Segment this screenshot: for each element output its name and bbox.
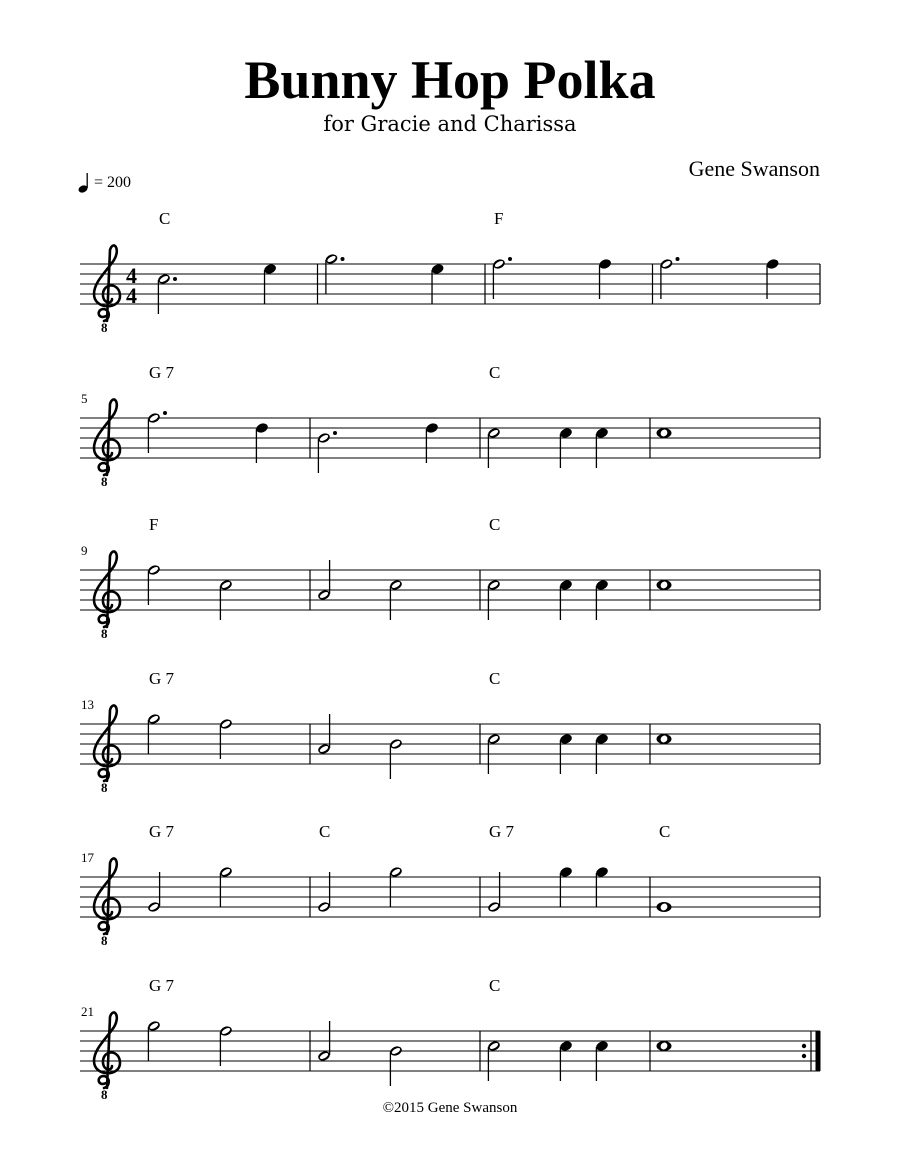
note-G5-h (147, 713, 161, 754)
note-C5-q (559, 579, 573, 620)
score-subtitle: for Gracie and Charissa (323, 112, 577, 136)
chord-symbol: G 7 (149, 363, 175, 382)
treble-clef-icon (94, 705, 120, 781)
note-C5-w (657, 580, 672, 590)
staff-system (80, 515, 820, 641)
augmentation-dot (508, 257, 512, 261)
chord-symbol: C (489, 669, 501, 688)
note-D5-q (425, 422, 439, 463)
note-F5-q (598, 258, 612, 299)
staff-system (80, 669, 820, 795)
note-G5-h (147, 1020, 161, 1061)
note-E5-q (263, 263, 277, 304)
staff-system (80, 209, 820, 335)
note-F5-h (147, 564, 161, 605)
clef-octave-8: 8 (101, 780, 108, 795)
chord-symbol: G 7 (149, 669, 175, 688)
note-F5-q (765, 258, 779, 299)
treble-clef-icon (94, 399, 120, 475)
note-D5-q (255, 422, 269, 463)
copyright-notice: ©2015 Gene Swanson (382, 1100, 518, 1116)
treble-clef-icon (94, 245, 120, 321)
treble-clef-icon (94, 551, 120, 627)
chord-symbol: F (149, 515, 159, 534)
treble-clef-icon (94, 1012, 120, 1088)
time-signature-bottom: 4 (126, 283, 137, 308)
chord-symbol: C (489, 515, 501, 534)
repeat-dot (802, 1054, 806, 1058)
staff-system (80, 976, 820, 1102)
note-F5-hdot (659, 257, 679, 299)
clef-octave-8: 8 (101, 1087, 108, 1102)
measure-number: 9 (81, 543, 88, 558)
measure-number: 21 (81, 1004, 94, 1019)
note-C5-hdot (157, 273, 177, 314)
note-G4-w (657, 902, 672, 912)
note-F5-hdot (147, 411, 167, 453)
chord-symbol: C (319, 822, 331, 841)
note-C5-h (219, 579, 233, 620)
note-G5-h (219, 866, 233, 907)
note-C5-h (389, 579, 403, 620)
tempo-text: = 200 (94, 174, 132, 191)
note-B4-hdot (317, 431, 337, 473)
augmentation-dot (163, 411, 167, 415)
note-C5-w (657, 428, 672, 438)
note-A4-h (317, 1021, 331, 1062)
note-G5-q (595, 866, 609, 907)
note-E5-q (430, 263, 444, 304)
chord-symbol: C (159, 209, 171, 228)
chord-symbol: C (489, 363, 501, 382)
chord-symbol: C (489, 976, 501, 995)
augmentation-dot (676, 257, 680, 261)
note-C5-h (487, 733, 501, 774)
note-B4-h (389, 1045, 403, 1086)
note-C5-q (559, 1040, 573, 1081)
note-G5-q (559, 866, 573, 907)
measure-number: 13 (81, 697, 94, 712)
note-C5-h (487, 1040, 501, 1081)
note-F5-hdot (492, 257, 512, 299)
note-C5-h (487, 427, 501, 468)
score-title: Bunny Hop Polka (244, 50, 656, 110)
note-A4-h (317, 560, 331, 601)
augmentation-dot (333, 431, 337, 435)
measure-number: 17 (81, 850, 94, 865)
note-C5-q (595, 579, 609, 620)
note-C5-w (657, 1041, 672, 1051)
note-C5-q (595, 427, 609, 468)
composer-name: Gene Swanson (688, 156, 820, 181)
note-F5-h (219, 1025, 233, 1066)
staff-system (80, 822, 820, 948)
note-G4-h (147, 872, 161, 913)
note-F5-h (219, 718, 233, 759)
treble-clef-icon (94, 858, 120, 934)
chord-symbol: F (494, 209, 504, 228)
time-signature-top: 4 (126, 263, 137, 288)
clef-octave-8: 8 (101, 320, 108, 335)
note-G5-hdot (324, 253, 344, 294)
note-G4-h (487, 872, 501, 913)
clef-octave-8: 8 (101, 933, 108, 948)
augmentation-dot (173, 277, 177, 281)
repeat-dot (802, 1044, 806, 1048)
note-C5-q (559, 427, 573, 468)
note-B4-h (389, 738, 403, 779)
chord-symbol: G 7 (149, 976, 175, 995)
note-G4-h (317, 872, 331, 913)
note-C5-q (595, 733, 609, 774)
note-C5-h (487, 579, 501, 620)
chord-symbol: G 7 (149, 822, 175, 841)
chord-symbol: C (659, 822, 671, 841)
chord-symbol: G 7 (489, 822, 515, 841)
measure-number: 5 (81, 391, 88, 406)
note-G5-h (389, 866, 403, 907)
note-C5-q (595, 1040, 609, 1081)
clef-octave-8: 8 (101, 626, 108, 641)
staff-system (80, 363, 820, 489)
note-C5-q (559, 733, 573, 774)
augmentation-dot (341, 257, 345, 261)
note-A4-h (317, 714, 331, 755)
note-C5-w (657, 734, 672, 744)
clef-octave-8: 8 (101, 474, 108, 489)
